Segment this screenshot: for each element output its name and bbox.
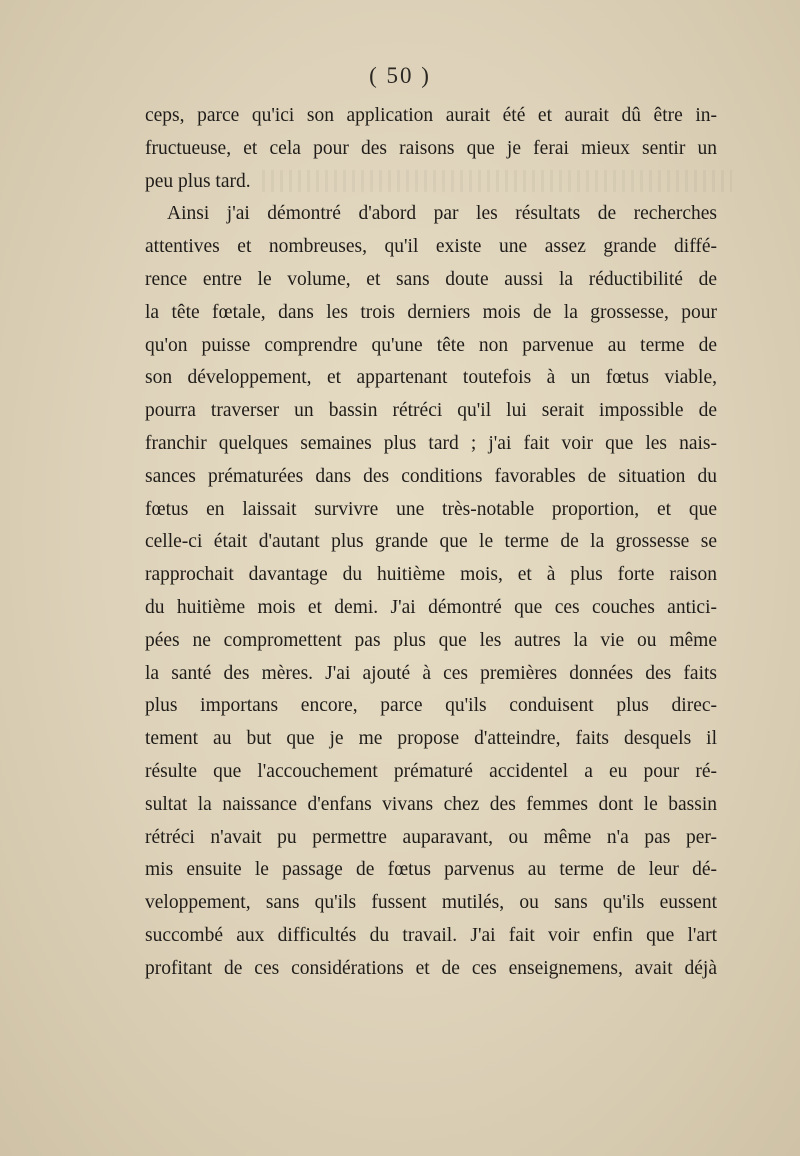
text-line: profitant de ces considérations et de ces enseignemens, avait déjà <box>145 957 717 979</box>
text-line: franchir quelques semaines plus tard ; j'ai fait voir que les nais- <box>145 432 717 454</box>
text-line: rence entre le volume, et sans doute aussi la réductibilité de <box>145 268 717 290</box>
text-line: rétréci n'avait pu permettre auparavant, ou même n'a pas per- <box>145 826 717 848</box>
text-line: sances prématurées dans des conditions favorables de situation du <box>145 465 717 487</box>
text-line: celle-ci était d'autant plus grande que le terme de la grossesse se <box>145 531 717 553</box>
text-line: son développement, et appartenant toutefois à un fœtus viable, <box>145 367 717 389</box>
text-line: attentives et nombreuses, qu'il existe une assez grande diffé- <box>145 236 717 258</box>
text-line: succombé aux difficultés du travail. J'ai fait voir enfin que l'art <box>145 924 717 946</box>
text-line: sultat la naissance d'enfans vivans chez des femmes dont le bassin <box>145 793 717 815</box>
text-line: rapprochait davantage du huitième mois, et à plus forte raison <box>145 564 717 586</box>
text-line: fructueuse, et cela pour des raisons que je ferai mieux sentir un <box>145 137 717 159</box>
text-line: qu'on puisse comprendre qu'une tête non parvenue au terme de <box>145 334 717 356</box>
text-line: pées ne compromettent pas plus que les autres la vie ou même <box>145 629 717 651</box>
page-number: ( 50 ) <box>369 63 431 88</box>
text-line: peu plus tard. <box>145 170 251 192</box>
text-line: résulte que l'accouchement prématuré accidentel a eu pour ré- <box>145 760 717 782</box>
text-line: du huitième mois et demi. J'ai démontré que ces couches antici- <box>145 596 717 618</box>
text-line: ceps, parce qu'ici son application aurait été et aurait dû être in- <box>145 105 717 126</box>
text-line: fœtus en laissait survivre une très-notable proportion, et que <box>145 498 717 520</box>
text-line: veloppement, sans qu'ils fussent mutilés, ou sans qu'ils eussent <box>145 892 717 914</box>
text-line: plus importans encore, parce qu'ils conduisent plus direc- <box>145 695 717 717</box>
text-line: la santé des mères. J'ai ajouté à ces premières données des faits <box>145 662 717 684</box>
text-line: pourra traverser un bassin rétréci qu'il lui serait impossible de <box>145 400 717 422</box>
paragraph-first-line: Ainsi j'ai démontré d'abord par les résultats de recherches <box>167 203 717 225</box>
body-text <box>145 100 717 986</box>
text-line: mis ensuite le passage de fœtus parvenus au terme de leur dé- <box>145 859 717 881</box>
text-line: tement au but que je me propose d'atteindre, faits desquels il <box>145 728 717 750</box>
text-line: la tête fœtale, dans les trois derniers mois de la grossesse, pour <box>145 301 717 323</box>
